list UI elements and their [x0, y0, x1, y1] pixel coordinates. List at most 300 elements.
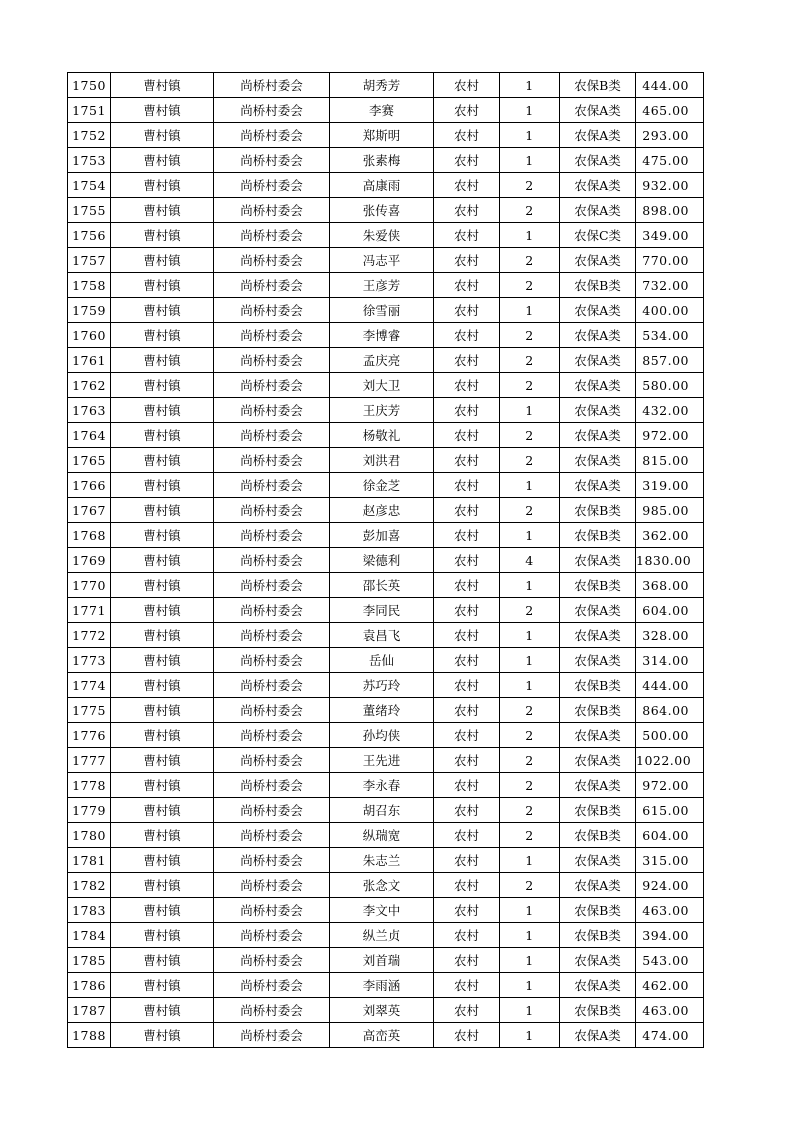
household-type-cell: 农村 — [434, 248, 500, 273]
table-row — [68, 223, 704, 248]
table-row — [68, 973, 704, 998]
household-size-cell: 1 — [500, 998, 560, 1023]
household-type-cell: 农村 — [434, 648, 500, 673]
amount-cell: 932.00 — [636, 173, 704, 198]
village-committee-cell: 尚桥村委会 — [214, 173, 330, 198]
insurance-category-cell: 农保B类 — [560, 73, 636, 98]
village-committee-cell: 尚桥村委会 — [214, 823, 330, 848]
town-cell: 曹村镇 — [111, 773, 214, 798]
person-name-cell: 李雨涵 — [330, 973, 434, 998]
household-size-cell: 1 — [500, 73, 560, 98]
table-row — [68, 873, 704, 898]
amount-cell: 500.00 — [636, 723, 704, 748]
household-size-cell: 2 — [500, 373, 560, 398]
village-committee-cell: 尚桥村委会 — [214, 148, 330, 173]
insurance-category-cell: 农保A类 — [560, 548, 636, 573]
table-row — [68, 548, 704, 573]
village-committee-cell: 尚桥村委会 — [214, 948, 330, 973]
table-row — [68, 848, 704, 873]
town-cell: 曹村镇 — [111, 698, 214, 723]
person-name-cell: 李永春 — [330, 773, 434, 798]
row-number-cell: 1755 — [68, 198, 111, 223]
row-number-cell: 1753 — [68, 148, 111, 173]
table-row — [68, 1023, 704, 1048]
row-number-cell: 1783 — [68, 898, 111, 923]
household-size-cell: 1 — [500, 123, 560, 148]
table-row — [68, 398, 704, 423]
household-size-cell: 4 — [500, 548, 560, 573]
amount-cell: 394.00 — [636, 923, 704, 948]
amount-cell: 1022.00 — [636, 748, 704, 773]
person-name-cell: 李博睿 — [330, 323, 434, 348]
insurance-category-cell: 农保A类 — [560, 248, 636, 273]
row-number-cell: 1786 — [68, 973, 111, 998]
insurance-category-cell: 农保A类 — [560, 423, 636, 448]
row-number-cell: 1764 — [68, 423, 111, 448]
household-type-cell: 农村 — [434, 698, 500, 723]
town-cell: 曹村镇 — [111, 173, 214, 198]
household-type-cell: 农村 — [434, 573, 500, 598]
person-name-cell: 张传喜 — [330, 198, 434, 223]
household-type-cell: 农村 — [434, 373, 500, 398]
amount-cell: 462.00 — [636, 973, 704, 998]
person-name-cell: 李赛 — [330, 98, 434, 123]
amount-cell: 732.00 — [636, 273, 704, 298]
town-cell: 曹村镇 — [111, 348, 214, 373]
person-name-cell: 袁昌飞 — [330, 623, 434, 648]
household-size-cell: 2 — [500, 173, 560, 198]
insurance-category-cell: 农保A类 — [560, 398, 636, 423]
table-row — [68, 748, 704, 773]
household-type-cell: 农村 — [434, 748, 500, 773]
person-name-cell: 王庆芳 — [330, 398, 434, 423]
insurance-category-cell: 农保A类 — [560, 723, 636, 748]
table-row — [68, 598, 704, 623]
person-name-cell: 邵长英 — [330, 573, 434, 598]
village-committee-cell: 尚桥村委会 — [214, 523, 330, 548]
insurance-category-cell: 农保A类 — [560, 1023, 636, 1048]
town-cell: 曹村镇 — [111, 748, 214, 773]
person-name-cell: 徐金芝 — [330, 473, 434, 498]
table-row — [68, 123, 704, 148]
town-cell: 曹村镇 — [111, 98, 214, 123]
household-size-cell: 1 — [500, 1023, 560, 1048]
town-cell: 曹村镇 — [111, 423, 214, 448]
amount-cell: 580.00 — [636, 373, 704, 398]
table-row — [68, 948, 704, 973]
household-size-cell: 2 — [500, 798, 560, 823]
household-size-cell: 2 — [500, 873, 560, 898]
household-type-cell: 农村 — [434, 773, 500, 798]
household-size-cell: 1 — [500, 648, 560, 673]
amount-cell: 463.00 — [636, 998, 704, 1023]
row-number-cell: 1760 — [68, 323, 111, 348]
household-size-cell: 2 — [500, 773, 560, 798]
insurance-category-cell: 农保A类 — [560, 973, 636, 998]
insurance-category-cell: 农保A类 — [560, 448, 636, 473]
row-number-cell: 1756 — [68, 223, 111, 248]
household-type-cell: 农村 — [434, 948, 500, 973]
village-committee-cell: 尚桥村委会 — [214, 923, 330, 948]
household-type-cell: 农村 — [434, 148, 500, 173]
amount-cell: 534.00 — [636, 323, 704, 348]
row-number-cell: 1784 — [68, 923, 111, 948]
village-committee-cell: 尚桥村委会 — [214, 573, 330, 598]
household-type-cell: 农村 — [434, 898, 500, 923]
town-cell: 曹村镇 — [111, 523, 214, 548]
household-size-cell: 2 — [500, 748, 560, 773]
town-cell: 曹村镇 — [111, 73, 214, 98]
town-cell: 曹村镇 — [111, 473, 214, 498]
household-size-cell: 2 — [500, 273, 560, 298]
table-row — [68, 148, 704, 173]
row-number-cell: 1762 — [68, 373, 111, 398]
insurance-category-cell: 农保A类 — [560, 298, 636, 323]
insurance-category-cell: 农保A类 — [560, 873, 636, 898]
person-name-cell: 董绪玲 — [330, 698, 434, 723]
village-committee-cell: 尚桥村委会 — [214, 648, 330, 673]
table-row — [68, 773, 704, 798]
person-name-cell: 张素梅 — [330, 148, 434, 173]
household-type-cell: 农村 — [434, 523, 500, 548]
village-committee-cell: 尚桥村委会 — [214, 623, 330, 648]
insurance-category-cell: 农保A类 — [560, 473, 636, 498]
insurance-category-cell: 农保A类 — [560, 98, 636, 123]
household-type-cell: 农村 — [434, 548, 500, 573]
village-committee-cell: 尚桥村委会 — [214, 473, 330, 498]
village-committee-cell: 尚桥村委会 — [214, 273, 330, 298]
insurance-category-cell: 农保B类 — [560, 823, 636, 848]
town-cell: 曹村镇 — [111, 373, 214, 398]
household-size-cell: 1 — [500, 923, 560, 948]
village-committee-cell: 尚桥村委会 — [214, 698, 330, 723]
table-row — [68, 623, 704, 648]
row-number-cell: 1759 — [68, 298, 111, 323]
household-type-cell: 农村 — [434, 998, 500, 1023]
village-committee-cell: 尚桥村委会 — [214, 323, 330, 348]
village-committee-cell: 尚桥村委会 — [214, 248, 330, 273]
insurance-category-cell: 农保A类 — [560, 173, 636, 198]
row-number-cell: 1758 — [68, 273, 111, 298]
household-type-cell: 农村 — [434, 198, 500, 223]
table-row — [68, 248, 704, 273]
town-cell: 曹村镇 — [111, 548, 214, 573]
village-committee-cell: 尚桥村委会 — [214, 198, 330, 223]
insurance-category-cell: 农保A类 — [560, 123, 636, 148]
village-committee-cell: 尚桥村委会 — [214, 423, 330, 448]
household-size-cell: 1 — [500, 623, 560, 648]
row-number-cell: 1779 — [68, 798, 111, 823]
town-cell: 曹村镇 — [111, 323, 214, 348]
household-size-cell: 1 — [500, 223, 560, 248]
person-name-cell: 纵瑞宽 — [330, 823, 434, 848]
household-type-cell: 农村 — [434, 298, 500, 323]
amount-cell: 604.00 — [636, 823, 704, 848]
household-size-cell: 1 — [500, 973, 560, 998]
person-name-cell: 郑斯明 — [330, 123, 434, 148]
village-committee-cell: 尚桥村委会 — [214, 223, 330, 248]
household-type-cell: 农村 — [434, 73, 500, 98]
town-cell: 曹村镇 — [111, 848, 214, 873]
amount-cell: 432.00 — [636, 398, 704, 423]
village-committee-cell: 尚桥村委会 — [214, 73, 330, 98]
insurance-category-cell: 农保B类 — [560, 273, 636, 298]
amount-cell: 328.00 — [636, 623, 704, 648]
person-name-cell: 孟庆亮 — [330, 348, 434, 373]
village-committee-cell: 尚桥村委会 — [214, 123, 330, 148]
row-number-cell: 1765 — [68, 448, 111, 473]
household-size-cell: 2 — [500, 448, 560, 473]
person-name-cell: 高康雨 — [330, 173, 434, 198]
person-name-cell: 梁德利 — [330, 548, 434, 573]
amount-cell: 444.00 — [636, 73, 704, 98]
amount-cell: 972.00 — [636, 773, 704, 798]
person-name-cell: 刘翠英 — [330, 998, 434, 1023]
household-type-cell: 农村 — [434, 423, 500, 448]
household-type-cell: 农村 — [434, 223, 500, 248]
town-cell: 曹村镇 — [111, 223, 214, 248]
town-cell: 曹村镇 — [111, 923, 214, 948]
table-row — [68, 898, 704, 923]
table-row — [68, 798, 704, 823]
town-cell: 曹村镇 — [111, 898, 214, 923]
village-committee-cell: 尚桥村委会 — [214, 548, 330, 573]
person-name-cell: 张念文 — [330, 873, 434, 898]
household-type-cell: 农村 — [434, 673, 500, 698]
amount-cell: 604.00 — [636, 598, 704, 623]
row-number-cell: 1782 — [68, 873, 111, 898]
insurance-category-cell: 农保A类 — [560, 648, 636, 673]
amount-cell: 770.00 — [636, 248, 704, 273]
subsidy-table — [67, 72, 704, 1048]
household-type-cell: 农村 — [434, 798, 500, 823]
village-committee-cell: 尚桥村委会 — [214, 98, 330, 123]
person-name-cell: 纵兰贞 — [330, 923, 434, 948]
table-row — [68, 823, 704, 848]
household-type-cell: 农村 — [434, 123, 500, 148]
village-committee-cell: 尚桥村委会 — [214, 298, 330, 323]
household-type-cell: 农村 — [434, 1023, 500, 1048]
amount-cell: 319.00 — [636, 473, 704, 498]
amount-cell: 864.00 — [636, 698, 704, 723]
person-name-cell: 彭加喜 — [330, 523, 434, 548]
person-name-cell: 胡召东 — [330, 798, 434, 823]
household-size-cell: 1 — [500, 673, 560, 698]
table-row — [68, 173, 704, 198]
row-number-cell: 1752 — [68, 123, 111, 148]
person-name-cell: 王彦芳 — [330, 273, 434, 298]
insurance-category-cell: 农保A类 — [560, 148, 636, 173]
table-body — [68, 73, 704, 1048]
amount-cell: 362.00 — [636, 523, 704, 548]
household-size-cell: 1 — [500, 398, 560, 423]
household-size-cell: 1 — [500, 148, 560, 173]
household-type-cell: 农村 — [434, 623, 500, 648]
household-type-cell: 农村 — [434, 348, 500, 373]
town-cell: 曹村镇 — [111, 598, 214, 623]
person-name-cell: 高峦英 — [330, 1023, 434, 1048]
table-row — [68, 298, 704, 323]
town-cell: 曹村镇 — [111, 823, 214, 848]
table-row — [68, 73, 704, 98]
household-type-cell: 农村 — [434, 323, 500, 348]
village-committee-cell: 尚桥村委会 — [214, 848, 330, 873]
household-size-cell: 2 — [500, 598, 560, 623]
town-cell: 曹村镇 — [111, 973, 214, 998]
row-number-cell: 1776 — [68, 723, 111, 748]
household-type-cell: 农村 — [434, 98, 500, 123]
row-number-cell: 1754 — [68, 173, 111, 198]
table-row — [68, 498, 704, 523]
row-number-cell: 1766 — [68, 473, 111, 498]
row-number-cell: 1768 — [68, 523, 111, 548]
household-type-cell: 农村 — [434, 448, 500, 473]
amount-cell: 615.00 — [636, 798, 704, 823]
household-type-cell: 农村 — [434, 498, 500, 523]
person-name-cell: 苏巧玲 — [330, 673, 434, 698]
row-number-cell: 1761 — [68, 348, 111, 373]
table-row — [68, 198, 704, 223]
insurance-category-cell: 农保A类 — [560, 848, 636, 873]
insurance-category-cell: 农保B类 — [560, 898, 636, 923]
household-type-cell: 农村 — [434, 823, 500, 848]
amount-cell: 924.00 — [636, 873, 704, 898]
amount-cell: 985.00 — [636, 498, 704, 523]
insurance-category-cell: 农保A类 — [560, 623, 636, 648]
household-type-cell: 农村 — [434, 873, 500, 898]
amount-cell: 1830.00 — [636, 548, 704, 573]
household-size-cell: 2 — [500, 823, 560, 848]
town-cell: 曹村镇 — [111, 673, 214, 698]
insurance-category-cell: 农保B类 — [560, 573, 636, 598]
table-row — [68, 348, 704, 373]
amount-cell: 465.00 — [636, 98, 704, 123]
amount-cell: 815.00 — [636, 448, 704, 473]
amount-cell: 463.00 — [636, 898, 704, 923]
town-cell: 曹村镇 — [111, 998, 214, 1023]
town-cell: 曹村镇 — [111, 948, 214, 973]
household-type-cell: 农村 — [434, 173, 500, 198]
amount-cell: 543.00 — [636, 948, 704, 973]
person-name-cell: 胡秀芳 — [330, 73, 434, 98]
household-size-cell: 2 — [500, 498, 560, 523]
table-row — [68, 448, 704, 473]
row-number-cell: 1781 — [68, 848, 111, 873]
person-name-cell: 李文中 — [330, 898, 434, 923]
person-name-cell: 朱志兰 — [330, 848, 434, 873]
table-row — [68, 723, 704, 748]
table-row — [68, 98, 704, 123]
row-number-cell: 1773 — [68, 648, 111, 673]
person-name-cell: 岳仙 — [330, 648, 434, 673]
village-committee-cell: 尚桥村委会 — [214, 998, 330, 1023]
town-cell: 曹村镇 — [111, 273, 214, 298]
row-number-cell: 1777 — [68, 748, 111, 773]
row-number-cell: 1770 — [68, 573, 111, 598]
household-size-cell: 2 — [500, 323, 560, 348]
person-name-cell: 刘首瑞 — [330, 948, 434, 973]
insurance-category-cell: 农保A类 — [560, 598, 636, 623]
amount-cell: 898.00 — [636, 198, 704, 223]
row-number-cell: 1763 — [68, 398, 111, 423]
amount-cell: 400.00 — [636, 298, 704, 323]
person-name-cell: 赵彦忠 — [330, 498, 434, 523]
insurance-category-cell: 农保B类 — [560, 498, 636, 523]
town-cell: 曹村镇 — [111, 398, 214, 423]
row-number-cell: 1778 — [68, 773, 111, 798]
insurance-category-cell: 农保A类 — [560, 198, 636, 223]
table-row — [68, 648, 704, 673]
amount-cell: 475.00 — [636, 148, 704, 173]
table-row — [68, 323, 704, 348]
person-name-cell: 杨敬礼 — [330, 423, 434, 448]
household-size-cell: 1 — [500, 298, 560, 323]
row-number-cell: 1751 — [68, 98, 111, 123]
household-size-cell: 2 — [500, 723, 560, 748]
town-cell: 曹村镇 — [111, 723, 214, 748]
insurance-category-cell: 农保A类 — [560, 348, 636, 373]
village-committee-cell: 尚桥村委会 — [214, 673, 330, 698]
household-type-cell: 农村 — [434, 723, 500, 748]
amount-cell: 314.00 — [636, 648, 704, 673]
table-row — [68, 698, 704, 723]
row-number-cell: 1780 — [68, 823, 111, 848]
household-type-cell: 农村 — [434, 598, 500, 623]
insurance-category-cell: 农保B类 — [560, 923, 636, 948]
table-row — [68, 998, 704, 1023]
table-row — [68, 273, 704, 298]
village-committee-cell: 尚桥村委会 — [214, 598, 330, 623]
household-size-cell: 2 — [500, 348, 560, 373]
town-cell: 曹村镇 — [111, 498, 214, 523]
row-number-cell: 1774 — [68, 673, 111, 698]
insurance-category-cell: 农保A类 — [560, 948, 636, 973]
village-committee-cell: 尚桥村委会 — [214, 348, 330, 373]
village-committee-cell: 尚桥村委会 — [214, 723, 330, 748]
amount-cell: 857.00 — [636, 348, 704, 373]
village-committee-cell: 尚桥村委会 — [214, 973, 330, 998]
person-name-cell: 孙均侠 — [330, 723, 434, 748]
table-row — [68, 673, 704, 698]
household-type-cell: 农村 — [434, 398, 500, 423]
household-type-cell: 农村 — [434, 923, 500, 948]
insurance-category-cell: 农保A类 — [560, 373, 636, 398]
household-size-cell: 2 — [500, 423, 560, 448]
table-row — [68, 523, 704, 548]
row-number-cell: 1785 — [68, 948, 111, 973]
person-name-cell: 冯志平 — [330, 248, 434, 273]
table-row — [68, 923, 704, 948]
town-cell: 曹村镇 — [111, 148, 214, 173]
household-size-cell: 2 — [500, 198, 560, 223]
household-size-cell: 1 — [500, 898, 560, 923]
household-size-cell: 1 — [500, 948, 560, 973]
village-committee-cell: 尚桥村委会 — [214, 398, 330, 423]
row-number-cell: 1775 — [68, 698, 111, 723]
person-name-cell: 刘洪君 — [330, 448, 434, 473]
town-cell: 曹村镇 — [111, 123, 214, 148]
insurance-category-cell: 农保C类 — [560, 223, 636, 248]
amount-cell: 474.00 — [636, 1023, 704, 1048]
household-size-cell: 1 — [500, 848, 560, 873]
village-committee-cell: 尚桥村委会 — [214, 773, 330, 798]
row-number-cell: 1769 — [68, 548, 111, 573]
town-cell: 曹村镇 — [111, 1023, 214, 1048]
person-name-cell: 王先进 — [330, 748, 434, 773]
amount-cell: 972.00 — [636, 423, 704, 448]
row-number-cell: 1767 — [68, 498, 111, 523]
town-cell: 曹村镇 — [111, 648, 214, 673]
